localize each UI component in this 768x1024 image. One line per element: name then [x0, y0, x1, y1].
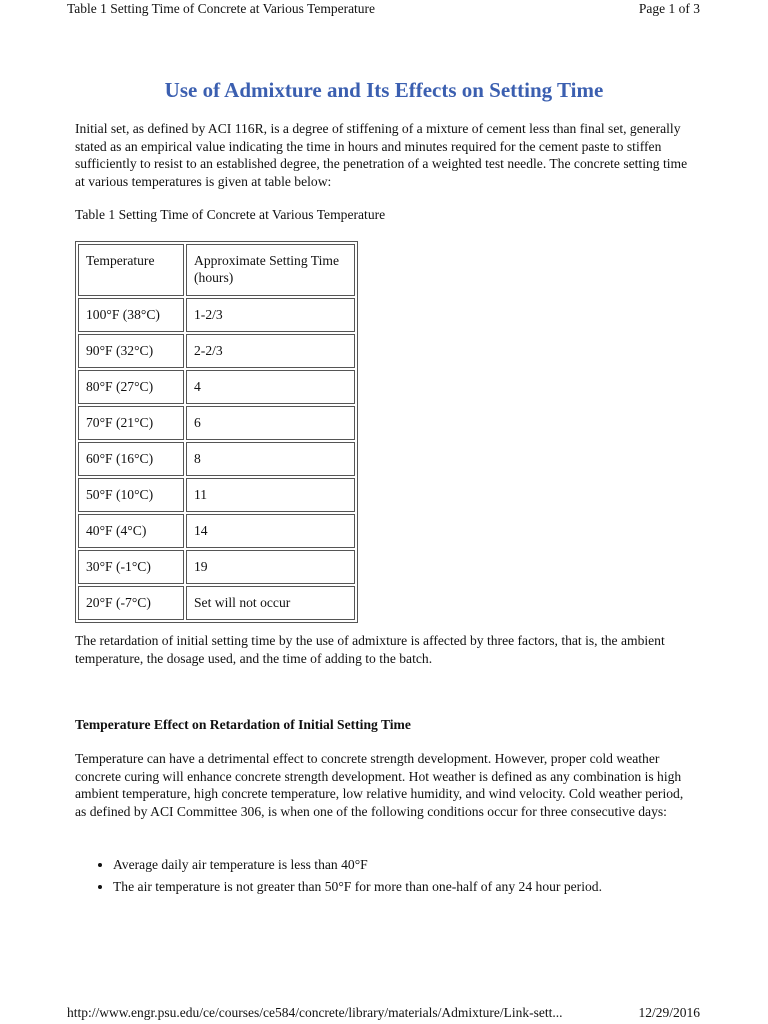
table-row: [78, 514, 355, 548]
temperature-cell: 30°F (-1°C): [78, 550, 184, 584]
table-header-row: [78, 244, 355, 296]
table-row: [78, 406, 355, 440]
footer-url: http://www.engr.psu.edu/ce/courses/ce584/concrete/library/materials/Admixture/Link-sett...: [67, 1005, 563, 1020]
temperature-cell: 40°F (4°C): [78, 514, 184, 548]
page-header: [67, 1, 700, 19]
page-title: Use of Admixture and Its Effects on Setting Time: [164, 78, 604, 102]
setting-time-cell: 6: [186, 406, 355, 440]
retardation-paragraph: The retardation of initial setting time by the use of admixture is affected by three factors, that is, the ambient temperature, the dosage used, and the time of adding to the batch.: [75, 633, 665, 666]
list-item: • Average daily air temperature is less than 40°F: [113, 856, 753, 874]
temperature-cell: 60°F (16°C): [78, 442, 184, 476]
table-row: [78, 478, 355, 512]
page-footer: [67, 1005, 700, 1023]
table-row: [78, 298, 355, 332]
header-page-number: Page 1 of 3: [638, 1, 700, 16]
temperature-cell: 100°F (38°C): [78, 298, 184, 332]
temperature-cell: 80°F (27°C): [78, 370, 184, 404]
table-header-cell: Approximate Setting Time (hours): [186, 244, 355, 296]
temperature-cell: 50°F (10°C): [78, 478, 184, 512]
list-item: • The air temperature is not greater than 50°F for more than one-half of any 24 hour period.: [113, 878, 753, 896]
intro-paragraph: Initial set, as defined by ACI 116R, is a degree of stiffening of a mixture of cement less than final set, generally stated as an empirical value indicating the time in hours and minutes required for the cement paste to stiffen sufficiently to resist to an established degree, the penetration of a weighted test needle. The concrete setting time at various temperatures is given at table below:: [75, 121, 688, 189]
section-heading: Temperature Effect on Retardation of Initial Setting Time: [75, 717, 411, 732]
conditions-list: [75, 856, 753, 899]
setting-time-cell: Set will not occur: [186, 586, 355, 620]
temperature-paragraph: Temperature can have a detrimental effect to concrete strength development. However, proper cold weather concrete curing will enhance concrete strength development. Hot weather is defined as any combination is high ambient temperature, high concrete temperature, low relative humidity, and wind velocity. Cold weather period, as defined by ACI Committee 306, is when one of the following conditions occur for three consecutive days:: [75, 751, 684, 819]
table-row: [78, 334, 355, 368]
setting-time-cell: 11: [186, 478, 355, 512]
setting-time-cell: 1-2/3: [186, 298, 355, 332]
temperature-cell: 90°F (32°C): [78, 334, 184, 368]
table-header-cell: Temperature: [78, 244, 184, 296]
setting-time-cell: 4: [186, 370, 355, 404]
temperature-cell: 20°F (-7°C): [78, 586, 184, 620]
setting-time-cell: 2-2/3: [186, 334, 355, 368]
table-row: [78, 370, 355, 404]
table-row: [78, 586, 355, 620]
setting-time-cell: 19: [186, 550, 355, 584]
table-caption: Table 1 Setting Time of Concrete at Various Temperature: [75, 207, 386, 222]
temperature-cell: 70°F (21°C): [78, 406, 184, 440]
header-doc-title: Table 1 Setting Time of Concrete at Various Temperature: [67, 1, 376, 16]
footer-date: 12/29/2016: [638, 1005, 700, 1020]
table-row: [78, 442, 355, 476]
setting-time-cell: 8: [186, 442, 355, 476]
table-row: [78, 550, 355, 584]
setting-time-table: [75, 241, 358, 623]
setting-time-cell: 14: [186, 514, 355, 548]
